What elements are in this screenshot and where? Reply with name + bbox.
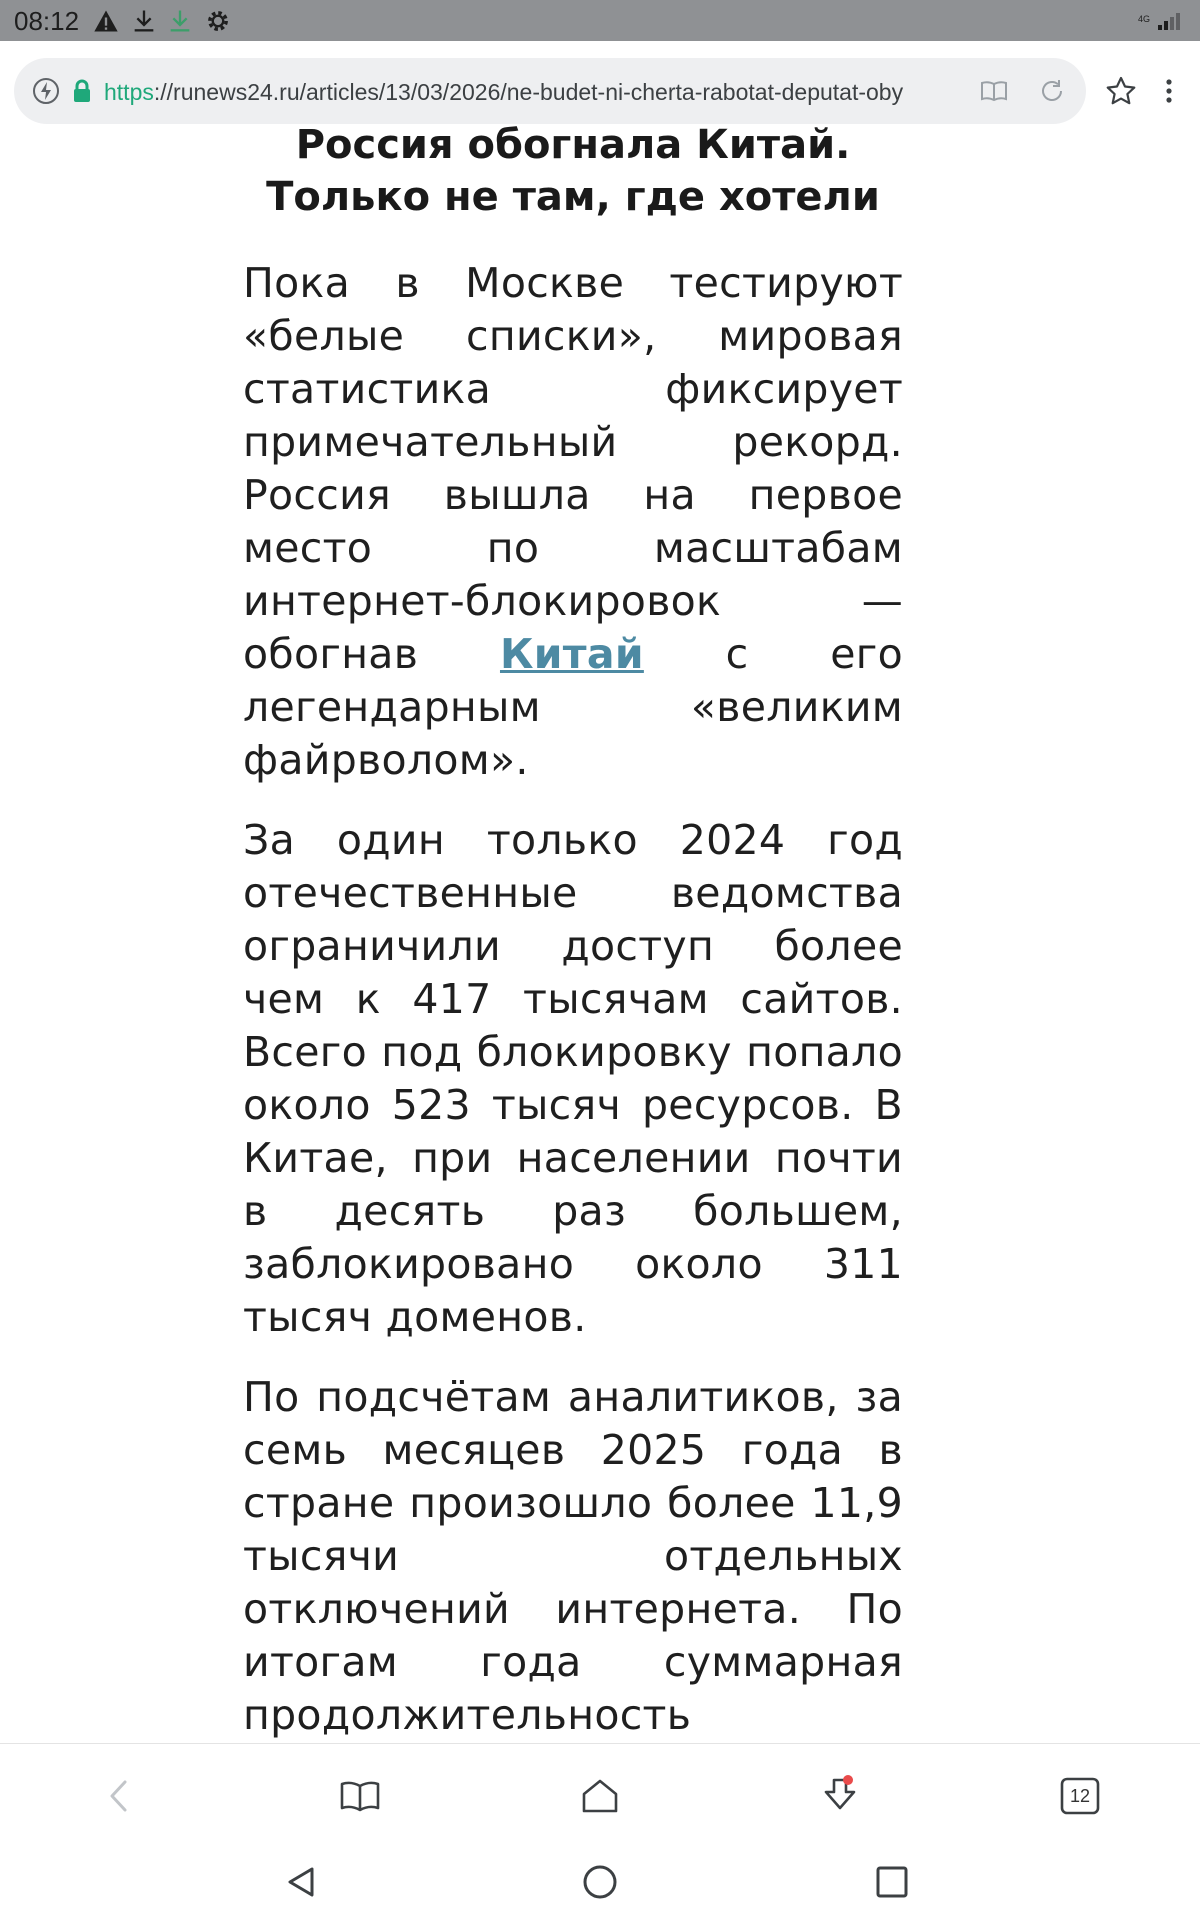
menu-icon[interactable] — [1152, 74, 1186, 108]
system-back-icon[interactable] — [282, 1862, 322, 1902]
tab-count: 12 — [1069, 1786, 1091, 1806]
paragraph-text: с его легендарным «великим файрволом». — [243, 630, 903, 784]
download-icon — [130, 7, 158, 35]
reload-icon[interactable] — [1036, 75, 1068, 107]
article-body — [243, 257, 903, 1928]
lightning-icon[interactable] — [30, 75, 62, 107]
article-paragraph-1 — [243, 257, 903, 787]
downloads-notification-icon[interactable] — [818, 1774, 862, 1818]
status-bar — [0, 0, 1200, 41]
status-time: 08:12 — [14, 6, 80, 36]
download-complete-icon — [166, 7, 194, 35]
system-navigation-bar — [0, 1844, 1200, 1920]
back-icon[interactable] — [98, 1774, 142, 1818]
system-home-icon[interactable] — [580, 1862, 620, 1902]
settings-icon — [204, 7, 232, 35]
article-paragraph-3: По подсчётам аналитиков, за семь месяцев 2025 года в стране произошло более 11,9 тысячи отдельных отключений интернета. По итогам года суммарная продолжительность — [243, 1373, 903, 1739]
url-scheme: https — [104, 79, 154, 105]
lock-icon[interactable] — [66, 75, 98, 107]
china-link[interactable]: Китай — [499, 630, 644, 678]
bookmark-star-icon[interactable] — [1104, 74, 1138, 108]
article-content — [0, 122, 1200, 1743]
article-heading-line-2: Только не там, где хотели — [266, 174, 880, 220]
tabs-button[interactable] — [1058, 1774, 1102, 1818]
paragraph-text: Пока в Москве тестируют «белые списки», мировая статистика фиксирует примечательный рекорд. Россия вышла на первое место по масштабам интернет-блокировок — обогнав — [243, 259, 903, 678]
signal-icon — [1138, 10, 1186, 32]
system-recents-icon[interactable] — [872, 1862, 912, 1902]
warning-icon — [92, 7, 120, 35]
article-paragraph-2: За один только 2024 год отечественные ведомства ограничили доступ более чем к 417 тысячам сайтов. Всего под блокировку попало около 523 тысяч ресурсов. В Китае, при населении почти в десять раз большем, заблокировано около 311 тысяч доменов. — [243, 816, 903, 1341]
bookmarks-icon[interactable] — [338, 1774, 382, 1818]
address-bar[interactable] — [14, 58, 1086, 124]
url-text[interactable] — [104, 76, 974, 108]
home-icon[interactable] — [578, 1774, 622, 1818]
browser-bottom-bar — [0, 1743, 1200, 1844]
reader-mode-icon[interactable] — [978, 75, 1010, 107]
network-type-label: 4G — [1138, 14, 1151, 24]
article-heading-line-1: Россия обогнала Китай. — [295, 122, 851, 168]
url-path: ://runews24.ru/articles/13/03/2026/ne-budet-ni-cherta-rabotat-deputat-oby — [153, 79, 904, 105]
article-heading — [243, 119, 903, 223]
